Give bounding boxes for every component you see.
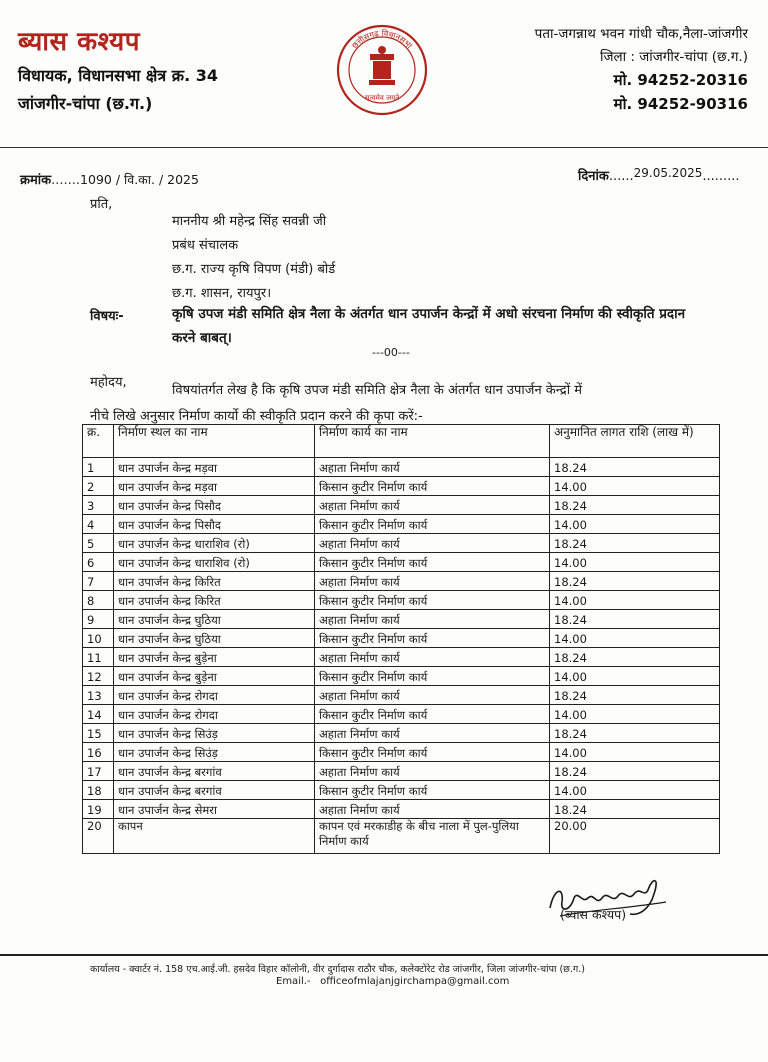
row-number: 11 xyxy=(83,648,114,667)
estimated-cost: 18.24 xyxy=(550,458,720,477)
table-row xyxy=(83,477,720,496)
row-number: 9 xyxy=(83,610,114,629)
row-number: 13 xyxy=(83,686,114,705)
table-row xyxy=(83,705,720,724)
table-row xyxy=(83,553,720,572)
date-value: 29.05.2025 xyxy=(633,166,703,180)
emblem-top-text: छत्तीसगढ़ विधानसभा xyxy=(350,28,414,51)
site-name: कापन xyxy=(114,819,315,854)
works-table xyxy=(82,424,720,854)
col-header-cost: अनुमानित लागत राशि (लाख में) xyxy=(550,425,720,458)
estimated-cost: 18.24 xyxy=(550,800,720,819)
mla-name: ब्यास कश्यप xyxy=(18,27,141,57)
col-header-site: निर्माण स्थल का नाम xyxy=(114,425,315,458)
site-name: धान उपार्जन केन्द्र धाराशिव (रो) xyxy=(114,534,315,553)
row-number: 10 xyxy=(83,629,114,648)
work-name: अहाता निर्माण कार्य xyxy=(315,724,550,743)
address-line: पता-जगन्नाथ भवन गांधी चौक,नैला-जांजगीर xyxy=(534,26,748,42)
work-name: अहाता निर्माण कार्य xyxy=(315,648,550,667)
letterhead-right xyxy=(535,24,748,118)
estimated-cost: 14.00 xyxy=(550,705,720,724)
letter-date: दिनांक......29.05.2025......... xyxy=(578,166,740,184)
district-line: जिला : जांजगीर-चांपा (छ.ग.) xyxy=(599,49,748,65)
work-name: किसान कुटीर निर्माण कार्य xyxy=(315,477,550,496)
table-row xyxy=(83,781,720,800)
estimated-cost: 18.24 xyxy=(550,610,720,629)
site-name: धान उपार्जन केन्द्र रोगदा xyxy=(114,705,315,724)
emblem-bottom-text: सत्यमेव जयते xyxy=(364,94,400,102)
table-row xyxy=(83,534,720,553)
work-name: अहाता निर्माण कार्य xyxy=(315,534,550,553)
recipient-line: माननीय श्री महेन्द्र सिंह सवन्नी जी xyxy=(172,214,327,229)
site-name: धान उपार्जन केन्द्र किरित xyxy=(114,572,315,591)
work-name: अहाता निर्माण कार्य xyxy=(315,572,550,591)
site-name: धान उपार्जन केन्द्र पिसौद xyxy=(114,515,315,534)
header-divider xyxy=(0,147,768,148)
table-row xyxy=(83,743,720,762)
work-name: किसान कुटीर निर्माण कार्य xyxy=(315,629,550,648)
site-name: धान उपार्जन केन्द्र घुठिया xyxy=(114,629,315,648)
row-number: 5 xyxy=(83,534,114,553)
work-name: किसान कुटीर निर्माण कार्य xyxy=(315,705,550,724)
estimated-cost: 14.00 xyxy=(550,667,720,686)
row-number: 16 xyxy=(83,743,114,762)
col-header-work: निर्माण कार्य का नाम xyxy=(315,425,550,458)
site-name: धान उपार्जन केन्द्र बुड़ेना xyxy=(114,648,315,667)
work-name: अहाता निर्माण कार्य xyxy=(315,496,550,515)
table-row xyxy=(83,667,720,686)
site-name: धान उपार्जन केन्द्र सिउंड़ xyxy=(114,743,315,762)
row-number: 8 xyxy=(83,591,114,610)
estimated-cost: 18.24 xyxy=(550,648,720,667)
recipient-line: प्रबंध संचालक xyxy=(172,238,239,253)
table-row xyxy=(83,496,720,515)
work-name: अहाता निर्माण कार्य xyxy=(315,610,550,629)
row-number: 19 xyxy=(83,800,114,819)
subject-text: कृषि उपज मंडी समिति क्षेत्र नैला के अंतर्गत धान उपार्जन केन्द्रों में अधो संरचना निर्माण की स्वीकृति प्रदान करने बाबत्। xyxy=(172,306,686,346)
estimated-cost: 18.24 xyxy=(550,534,720,553)
table-row xyxy=(83,610,720,629)
row-number: 3 xyxy=(83,496,114,515)
recipient-line: छ.ग. राज्य कृषि विपण (मंडी) बोर्ड xyxy=(172,262,336,277)
estimated-cost: 18.24 xyxy=(550,724,720,743)
col-header-no: क्र. xyxy=(83,425,114,458)
site-name: धान उपार्जन केन्द्र बरगांव xyxy=(114,781,315,800)
footer-office-address: कार्यालय - क्वार्टर नं. 158 एच.आई.जी. हसदेव विहार कॉलोनी, वीर दुर्गादास राठौर चौक, कलेक्टोरेट रोड जांजगीर, जिला जांजगीर-चांपा (छ.ग.) xyxy=(90,964,585,975)
site-name: धान उपार्जन केन्द्र सेमरा xyxy=(114,800,315,819)
work-name: किसान कुटीर निर्माण कार्य xyxy=(315,591,550,610)
subject-label: विषयः- xyxy=(90,309,124,324)
estimated-cost: 14.00 xyxy=(550,553,720,572)
estimated-cost: 18.24 xyxy=(550,686,720,705)
row-number: 18 xyxy=(83,781,114,800)
row-number: 2 xyxy=(83,477,114,496)
body-line-1: विषयांतर्गत लेख है कि कृषि उपज मंडी समिति क्षेत्र नैला के अंतर्गत धान उपार्जन केन्द्रों में xyxy=(172,383,582,398)
body-line-2: नीचे लिखे अनुसार निर्माण कार्यो की स्वीकृति प्रदान करने की कृपा करें:- xyxy=(90,409,423,424)
work-name: अहाता निर्माण कार्य xyxy=(315,762,550,781)
table-row xyxy=(83,762,720,781)
table-row xyxy=(83,629,720,648)
works-table-body xyxy=(83,458,720,854)
row-number: 20 xyxy=(83,819,114,854)
reference-value: 1090 / वि.का. / 2025 xyxy=(80,172,199,187)
work-name: किसान कुटीर निर्माण कार्य xyxy=(315,553,550,572)
estimated-cost: 14.00 xyxy=(550,629,720,648)
estimated-cost: 18.24 xyxy=(550,762,720,781)
site-name: धान उपार्जन केन्द्र किरित xyxy=(114,591,315,610)
row-number: 12 xyxy=(83,667,114,686)
work-name: कापन एवं मरकाडीह के बीच नाला में पुल-पुलिया निर्माण कार्य xyxy=(315,819,550,854)
letterhead-left xyxy=(18,22,218,114)
salutation: महोदय, xyxy=(90,375,127,390)
table-row xyxy=(83,572,720,591)
place: जांजगीर-चांपा (छ.ग.) xyxy=(18,94,153,113)
row-number: 17 xyxy=(83,762,114,781)
signatory-name: (ब्यास कश्यप) xyxy=(560,907,627,922)
work-name: किसान कुटीर निर्माण कार्य xyxy=(315,667,550,686)
email-link[interactable]: officeofmlajanjgirchampa@gmail.com xyxy=(320,976,510,987)
site-name: धान उपार्जन केन्द्र मड़वा xyxy=(114,458,315,477)
site-name: धान उपार्जन केन्द्र पिसौद xyxy=(114,496,315,515)
row-number: 4 xyxy=(83,515,114,534)
table-row xyxy=(83,819,720,854)
row-number: 7 xyxy=(83,572,114,591)
table-row xyxy=(83,458,720,477)
table-row xyxy=(83,648,720,667)
phone-1: मो. 94252-20316 xyxy=(613,71,748,89)
estimated-cost: 14.00 xyxy=(550,591,720,610)
site-name: धान उपार्जन केन्द्र बरगांव xyxy=(114,762,315,781)
site-name: धान उपार्जन केन्द्र मड़वा xyxy=(114,477,315,496)
table-header-row xyxy=(83,425,720,458)
phone-2: मो. 94252-90316 xyxy=(613,95,748,113)
estimated-cost: 18.24 xyxy=(550,572,720,591)
table-row xyxy=(83,515,720,534)
reference-number: क्रमांक.......1090 / वि.का. / 2025 xyxy=(20,172,199,188)
footer-divider xyxy=(0,954,768,956)
recipient-line: छ.ग. शासन, रायपुर। xyxy=(172,286,272,301)
estimated-cost: 14.00 xyxy=(550,743,720,762)
row-number: 6 xyxy=(83,553,114,572)
site-name: धान उपार्जन केन्द्र रोगदा xyxy=(114,686,315,705)
recipient-address xyxy=(172,210,335,306)
site-name: धान उपार्जन केन्द्र सिउंड़ xyxy=(114,724,315,743)
work-name: अहाता निर्माण कार्य xyxy=(315,458,550,477)
work-name: किसान कुटीर निर्माण कार्य xyxy=(315,515,550,534)
estimated-cost: 18.24 xyxy=(550,496,720,515)
work-name: अहाता निर्माण कार्य xyxy=(315,800,550,819)
footer-email: Email.- officeofmlajanjgirchampa@gmail.com xyxy=(276,976,510,987)
estimated-cost: 14.00 xyxy=(550,781,720,800)
table-row xyxy=(83,724,720,743)
work-name: अहाता निर्माण कार्य xyxy=(315,686,550,705)
prati: प्रति, xyxy=(90,197,113,212)
work-name: किसान कुटीर निर्माण कार्य xyxy=(315,781,550,800)
estimated-cost: 20.00 xyxy=(550,819,720,854)
table-row xyxy=(83,591,720,610)
site-name: धान उपार्जन केन्द्र धाराशिव (रो) xyxy=(114,553,315,572)
table-row xyxy=(83,800,720,819)
row-number: 14 xyxy=(83,705,114,724)
separator: ---00--- xyxy=(372,346,410,359)
row-number: 15 xyxy=(83,724,114,743)
row-number: 1 xyxy=(83,458,114,477)
work-name: किसान कुटीर निर्माण कार्य xyxy=(315,743,550,762)
site-name: धान उपार्जन केन्द्र बुड़ेना xyxy=(114,667,315,686)
estimated-cost: 14.00 xyxy=(550,477,720,496)
table-row xyxy=(83,686,720,705)
assembly-emblem-icon xyxy=(336,24,428,116)
site-name: धान उपार्जन केन्द्र घुठिया xyxy=(114,610,315,629)
estimated-cost: 14.00 xyxy=(550,515,720,534)
designation: विधायक, विधानसभा क्षेत्र क्र. 34 xyxy=(18,66,218,85)
